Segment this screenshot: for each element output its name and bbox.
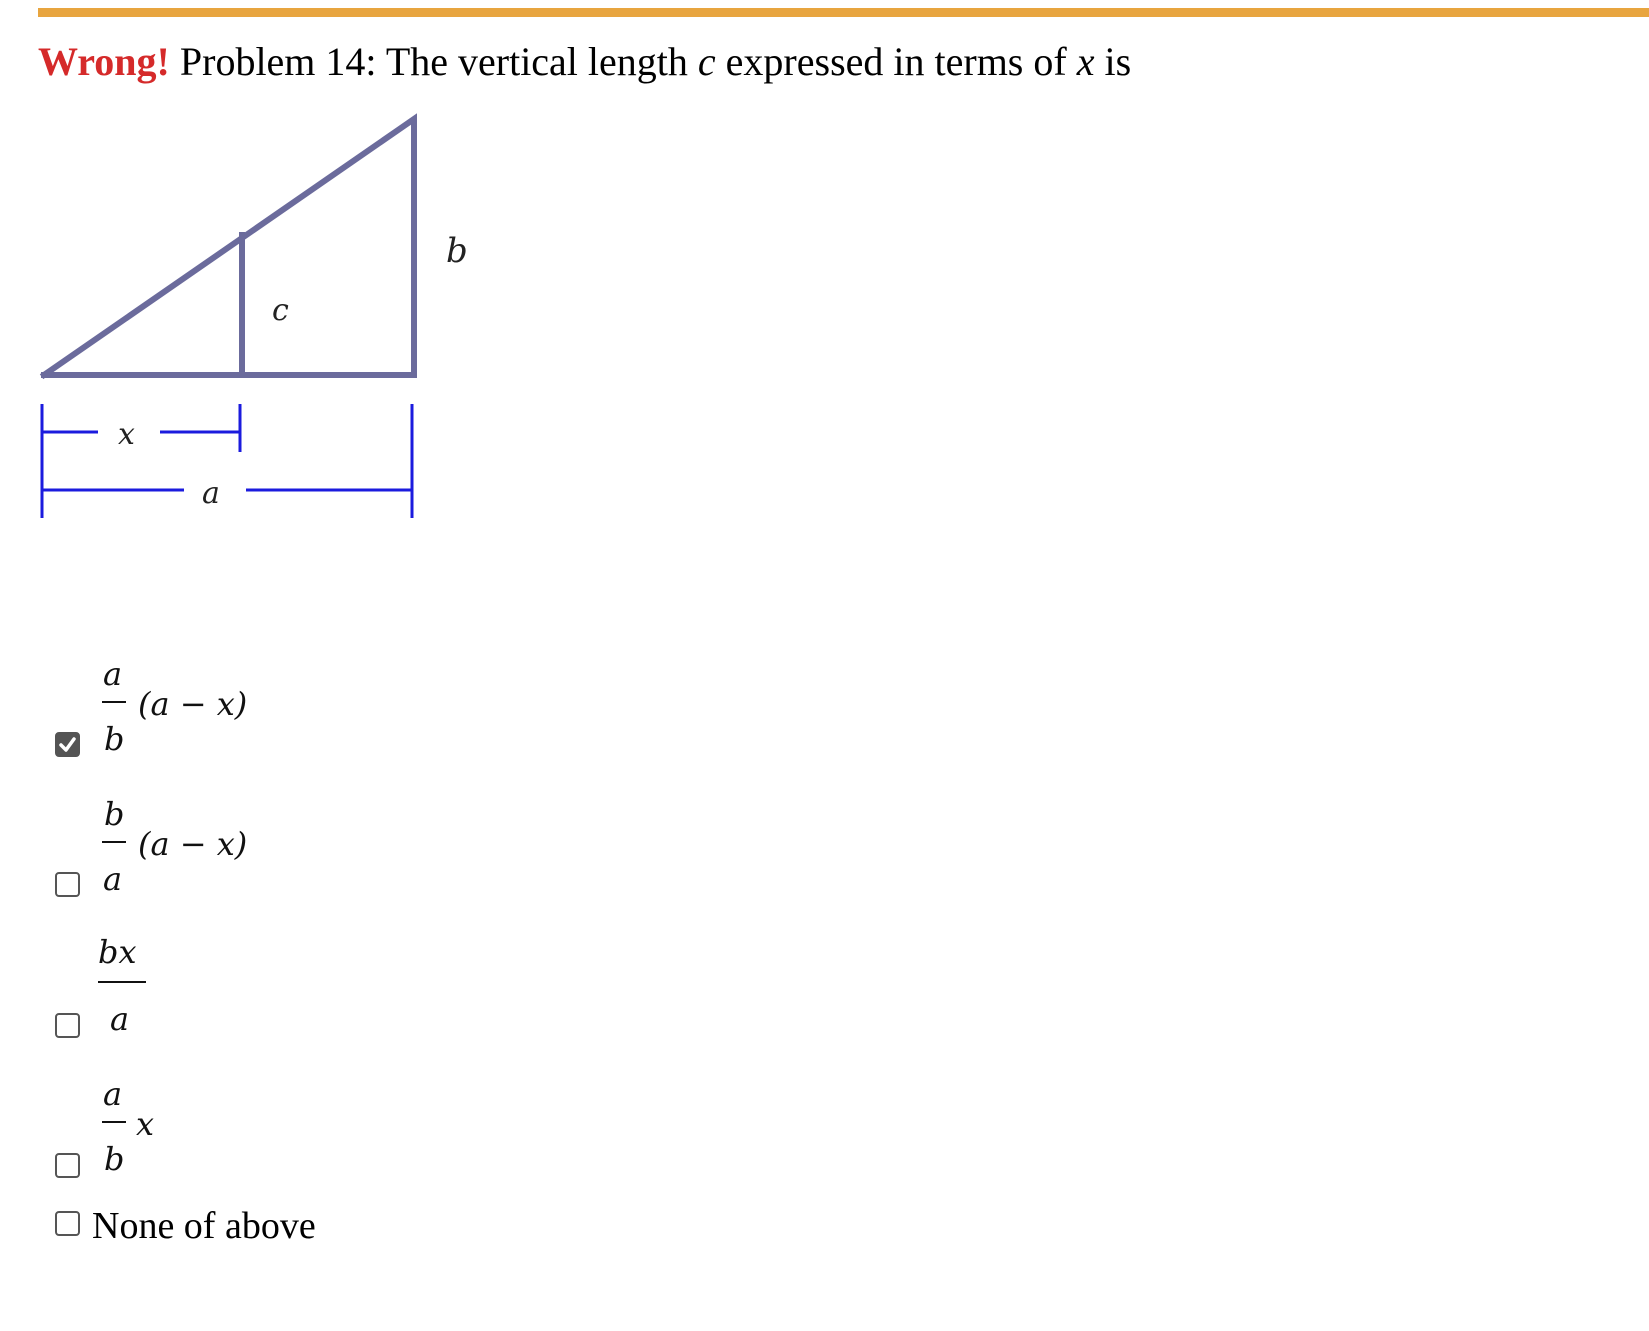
question-var-x: x <box>1076 39 1095 84</box>
option-2-checkbox[interactable] <box>55 872 80 897</box>
option-2-factor: (a − x) <box>138 825 248 863</box>
option-1-denominator: b <box>104 720 125 758</box>
option-5-checkbox[interactable] <box>55 1211 80 1236</box>
option-5-label: None of above <box>92 1205 316 1247</box>
option-4-factor: x <box>136 1105 155 1143</box>
option-3-checkbox[interactable] <box>55 1013 80 1038</box>
option-2-denominator: a <box>103 860 123 898</box>
question-var-c: c <box>697 39 716 84</box>
checkmark-icon <box>57 734 78 755</box>
label-a: a <box>202 476 220 511</box>
question-middle: expressed in terms of <box>725 39 1067 84</box>
option-1-expression <box>90 645 290 765</box>
status-wrong: Wrong! <box>38 39 170 84</box>
question-prefix: Problem 14: The vertical length <box>179 39 688 84</box>
option-2-numerator: b <box>104 795 125 833</box>
label-x: x <box>118 417 135 452</box>
question-suffix: is <box>1104 39 1132 84</box>
triangle-diagram <box>0 0 520 540</box>
option-3-expression <box>90 925 290 1045</box>
option-4-expression <box>90 1065 290 1185</box>
option-3-denominator: a <box>110 1000 130 1038</box>
option-3-numerator: bx <box>98 933 137 971</box>
option-1-factor: (a − x) <box>138 685 248 723</box>
option-4-numerator: a <box>103 1075 123 1113</box>
option-1-checkbox[interactable] <box>55 732 80 757</box>
option-4-checkbox[interactable] <box>55 1153 80 1178</box>
label-c: c <box>272 293 289 328</box>
option-2-expression <box>90 785 290 905</box>
label-b: b <box>446 231 468 271</box>
option-4-denominator: b <box>104 1140 125 1178</box>
triangle-outline <box>44 119 414 375</box>
option-1-numerator: a <box>103 655 123 693</box>
